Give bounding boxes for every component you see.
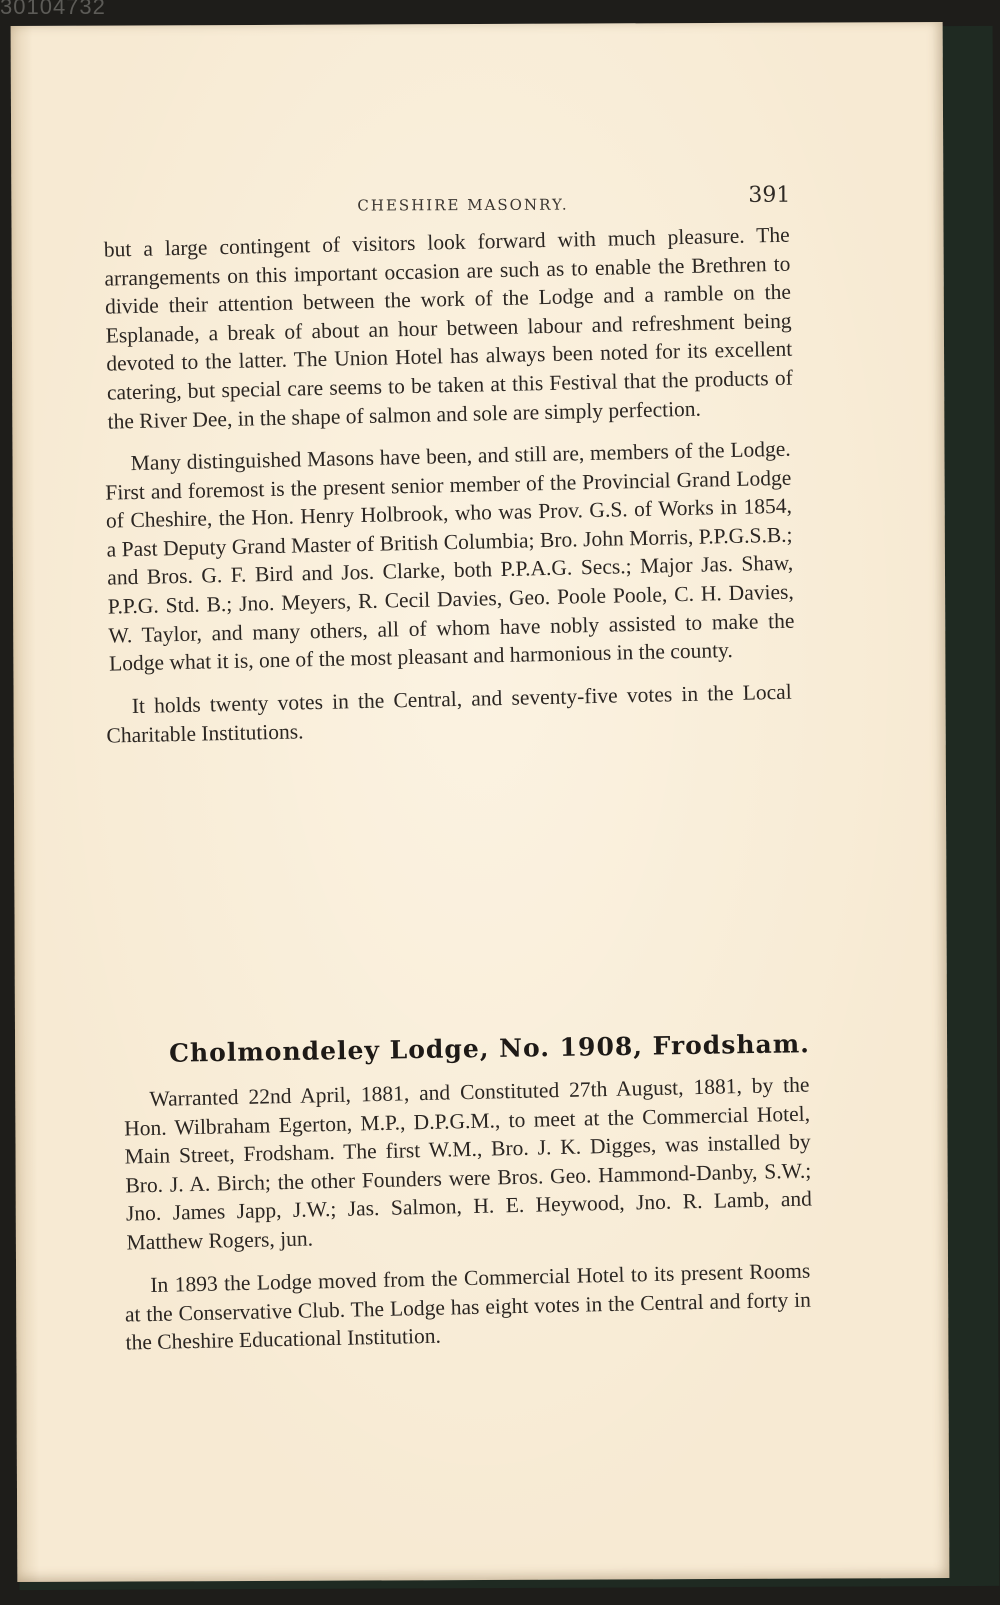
- paragraph: but a large contingent of visitors look forward with much pleasure. The arrangements on this important occasion are such as to enable the Brethren to divide their attention between the work of the Lodge and a ramble on the Esplanade, a break of about an hour between labour and refreshment being devoted to the latter. The Union Hotel has always been noted for its excellent catering, but special care seems to be taken at this Festival that the products of the River Dee, in the shape of salmon and sole are simply perfection.: [103, 222, 794, 434]
- paragraph: In 1893 the Lodge moved from the Commercial Hotel to its present Rooms at the Conservative Club. The Lodge has eight votes in the Central and forty in the Cheshire Educational Institution.: [124, 1258, 812, 1355]
- section-heading: Cholmondeley Lodge, No. 1908, Frodsham.: [168, 1029, 811, 1068]
- scan-id-label: 30104732: [0, 0, 106, 19]
- paragraph: It holds twenty votes in the Central, and seventy-five votes in the Local Charitable Institutions.: [106, 679, 792, 748]
- running-header: [101, 171, 801, 215]
- paragraph: Warranted 22nd April, 1881, and Constituted 27th August, 1881, by the Hon. Wilbraham Egerton, M.P., D.P.G.M., to meet at the Commercial Hotel, Main Street, Frodsham. The first W.M., Bro. J. K. Digges, was installed by Bro. J. A. Birch; the other Founders were Bros. Geo. Hammond-Danby, S.W.; Jno. James Japp, J.W.; Jas. Salmon, H. E. Heywood, Jno. R. Lamb, and Matthew Rogers, jun.: [123, 1072, 813, 1255]
- header-title: CHESHIRE MASONRY.: [357, 195, 569, 215]
- page-number: 391: [748, 182, 791, 208]
- section-body-text: [123, 1072, 813, 1357]
- book-page: [11, 22, 950, 1582]
- body-text: [103, 222, 795, 750]
- paragraph: Many distinguished Masons have been, and still are, members of the Lodge. First and foremost is the present senior member of the Provincial Grand Lodge of Cheshire, the Hon. Henry Holbrook, who was Prov. G.S. of Works in 1854, a Past Deputy Grand Master of British Columbia; Bro. John Morris, P.P.G.S.B.; and Bros. G. F. Bird and Jos. Clarke, both P.P.A.G. Secs.; Major Jas. Shaw, P.P.G. Std. B.; Jno. Meyers, R. Cecil Davies, Geo. Poole Poole, C. H. Davies, W. Taylor, and many others, all of whom have nobly assisted to make the Lodge what it is, one of the most pleasant and harmonious in the county.: [105, 436, 795, 676]
